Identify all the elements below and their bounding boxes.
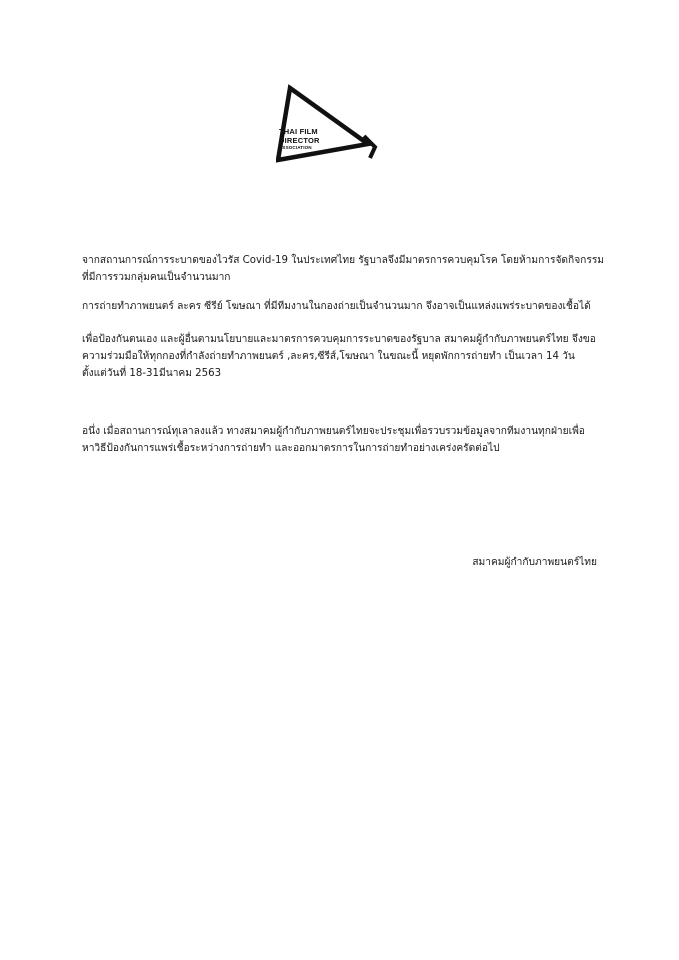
logo-text-line1: THAI FILM [279, 127, 318, 136]
logo-text-line2: DIRECTOR [279, 135, 320, 145]
paragraph-2-line-1: การถ่ายทำภาพยนตร์ ละคร ซีรีย์ โฆษณา ที่มีทีมงานในกองถ่ายเป็นจำนวนมาก จึงอาจเป็นแหล่งแพร่ระบาดของเชื้อได้ [82, 301, 591, 312]
paragraph-3-line-3: ตั้งแต่วันที่ 18-31มีนาคม 2563 [82, 368, 222, 379]
logo-wordmark [279, 128, 320, 150]
paragraph-4-line-1: อนึ่ง เมื่อสถานการณ์ทุเลาลงแล้ว ทางสมาคมผู้กำกับภาพยนตร์ไทยจะประชุมเพื่อรวบรวมข้อมูลจากทีมงานทุกฝ่ายเพื่อ [82, 426, 585, 437]
paragraph-1-line-2: ที่มีการรวมกลุ่มคนเป็นจำนวนมาก [82, 272, 231, 283]
paragraph-4-line-2: หาวิธีป้องกันการแพร่เชื้อระหว่างการถ่ายทำ และออกมาตรการในการถ่ายทำอย่างเคร่งครัดต่อไป [82, 443, 500, 454]
paragraph-3-line-1: เพื่อป้องกันตนเอง และผู้อื่นตามนโยบายและมาตรการควบคุมการระบาดของรัฐบาล สมาคมผู้กำกับภาพยนตร์ไทย จึงขอ [82, 334, 596, 345]
association-logo [276, 84, 380, 166]
paragraph-1 [82, 252, 612, 286]
signature-line: สมาคมผู้กำกับภาพยนตร์ไทย [472, 557, 597, 568]
paragraph-3 [82, 331, 612, 382]
letter-body [82, 252, 612, 457]
paragraph-3-line-2: ความร่วมมือให้ทุกกองที่กำลังถ่ายทำภาพยนตร์ ,ละคร,ซีรีส์,โฆษณา ในขณะนี้ หยุดพักการถ่ายทำ เป็นเวลา 14 วัน [82, 351, 575, 362]
paragraph-2 [82, 298, 612, 315]
paragraph-4 [82, 423, 612, 457]
paragraph-1-line-1: จากสถานการณ์การระบาดของไวรัส Covid-19 ในประเทศไทย รัฐบาลจึงมีมาตรการควบคุมโรค โดยห้ามการจัดกิจกรรม [82, 255, 604, 266]
logo-text-line3: ASSOCIATION [279, 144, 312, 150]
logo-triangle-mark [276, 84, 380, 166]
